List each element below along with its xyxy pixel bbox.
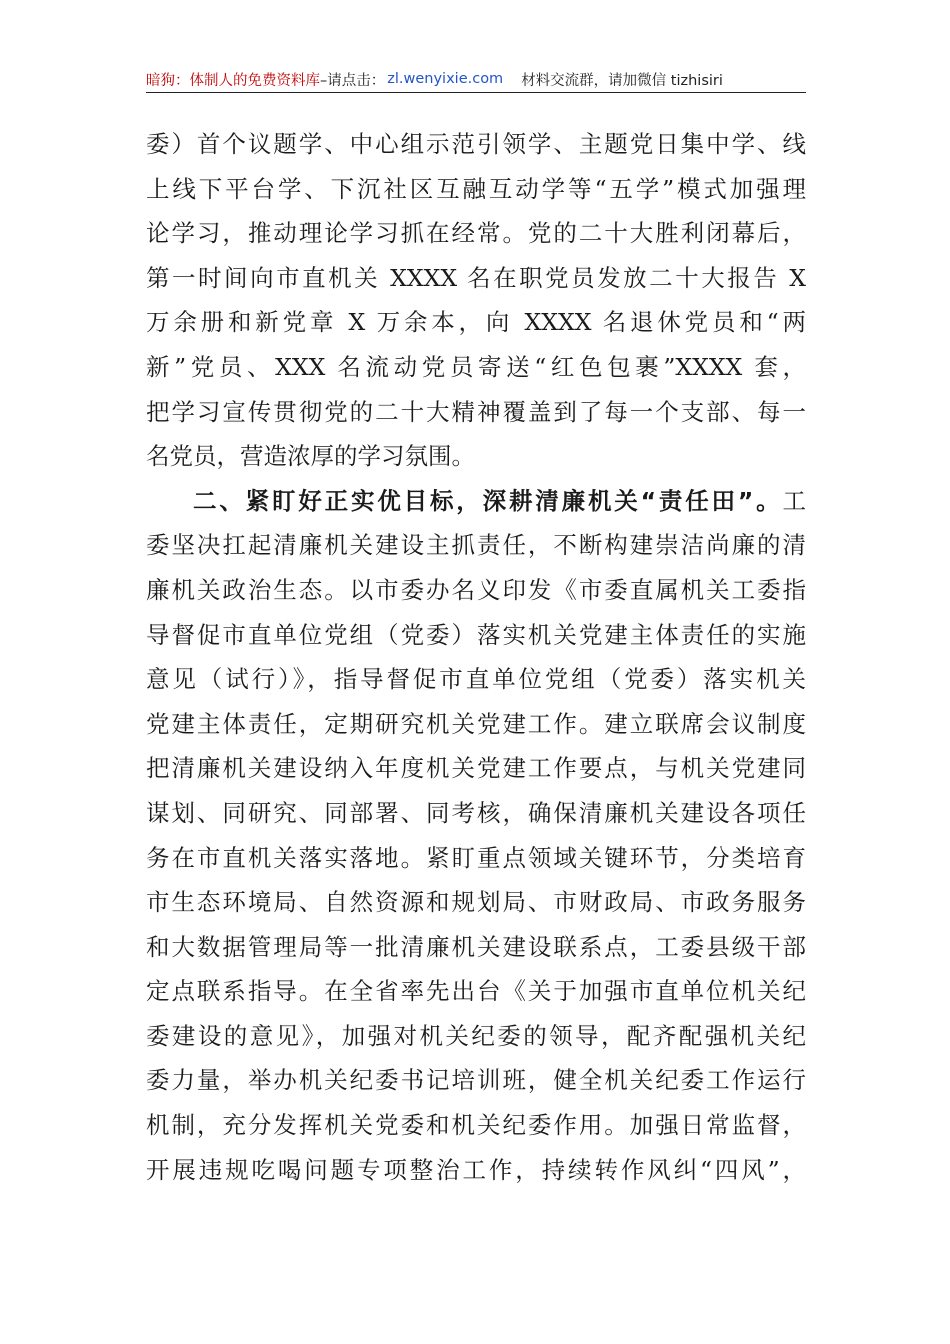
section-heading-tail: 工 xyxy=(782,486,806,515)
text-line: 谋划、同研究、同部署、同考核，确保清廉机关建设各项任 xyxy=(146,798,806,827)
text-line: 党建主体责任，定期研究机关党建工作。建立联席会议制度 xyxy=(146,709,806,738)
text-line: 名党员，营造浓厚的学习氛围。 xyxy=(146,442,475,471)
page-header xyxy=(146,66,806,93)
text-line: 把学习宣传贯彻党的二十大精神覆盖到了每一个支部、每一 xyxy=(146,397,806,426)
text-line: 新”党员、XXX 名流动党员寄送“红色包裹”XXXX 套， xyxy=(146,352,806,381)
text-line: 市生态环境局、自然资源和规划局、市财政局、市政务服务 xyxy=(146,888,806,917)
text-line: 意见（试行）》，指导督促市直单位党组（党委）落实机关 xyxy=(146,665,806,694)
text-line: 论学习，推动理论学习抓在经常。党的二十大胜利闭幕后， xyxy=(146,219,806,248)
text-line: 上线下平台学、下沉社区互融互动学等“五学”模式加强理 xyxy=(146,174,806,203)
text-line: 廉机关政治生态。以市委办名义印发《市委直属机关工委指 xyxy=(146,575,806,604)
text-line: 定点联系指导。在全省率先出台《关于加强市直单位机关纪 xyxy=(146,977,806,1006)
text-line: 机制，充分发挥机关党委和机关纪委作用。加强日常监督， xyxy=(146,1111,806,1140)
section-heading: 二、紧盯好正实优目标，深耕清廉机关“责任田”。 xyxy=(193,486,783,515)
text-line: 委建设的意见》，加强对机关纪委的领导，配齐配强机关纪 xyxy=(146,1021,806,1050)
document-body xyxy=(146,122,806,1192)
text-line: 开展违规吃喝问题专项整治工作，持续转作风纠“四风”， xyxy=(146,1155,806,1184)
text-line: 第一时间向市直机关 XXXX 名在职党员发放二十大报告 X xyxy=(146,263,806,292)
header-click-prompt: –请点击： xyxy=(320,72,386,89)
text-line: 委）首个议题学、中心组示范引领学、主题党日集中学、线 xyxy=(146,130,806,158)
text-line: 务在市直机关落实落地。紧盯重点领域关键环节，分类培育 xyxy=(146,843,806,872)
header-site-link[interactable]: zl.wenyixie.com xyxy=(387,71,504,87)
text-line: 和大数据管理局等一批清廉机关建设联系点，工委县级干部 xyxy=(146,932,806,961)
text-line: 委力量，举办机关纪委书记培训班，健全机关纪委工作运行 xyxy=(146,1066,806,1095)
header-brand: 暗狗：体制人的免费资料库 xyxy=(146,72,320,89)
text-line: 导督促市直单位党组（党委）落实机关党建主体责任的实施 xyxy=(146,620,806,649)
section-heading-line xyxy=(146,479,806,524)
header-group-note: 材料交流群，请加微信 tizhisiri xyxy=(521,72,723,89)
text-line: 万余册和新党章 X 万余本，向 XXXX 名退休党员和“两 xyxy=(146,308,806,337)
text-line: 委坚决扛起清廉机关建设主抓责任，不断构建崇洁尚廉的清 xyxy=(146,531,806,560)
text-line: 把清廉机关建设纳入年度机关党建工作要点，与机关党建同 xyxy=(146,754,806,783)
